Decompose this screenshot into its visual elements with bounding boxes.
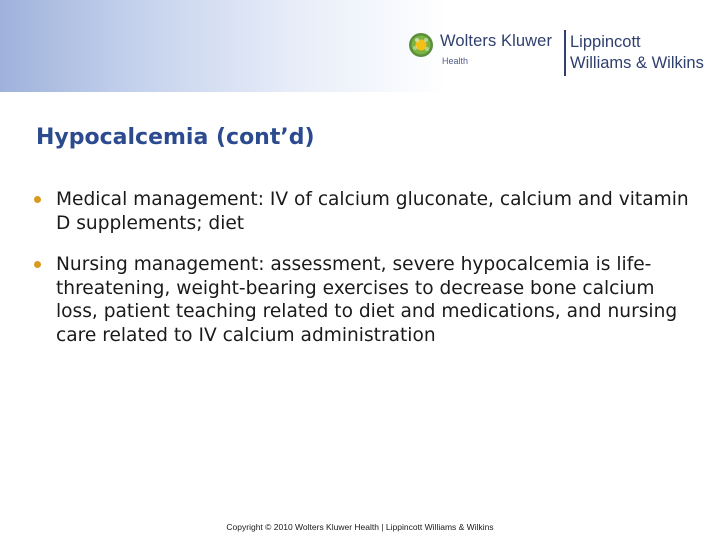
bullet-item-medical-management: [34, 188, 694, 235]
logo-sub-brand-text: Health: [442, 56, 469, 66]
bullet-item-nursing-management: [34, 253, 694, 347]
copyright-footer: Copyright © 2010 Wolters Kluwer Health | Lippincott Williams & Wilkins: [226, 522, 494, 532]
bullet-dot-icon: [34, 196, 41, 203]
bullet-list: [34, 188, 694, 365]
wolters-kluwer-globe-icon: [408, 32, 434, 58]
logo-partner-line2: Williams & Wilkins: [570, 54, 704, 72]
bullet-text: Medical management: IV of calcium gluconate, calcium and vitamin D supplements; diet: [56, 189, 689, 234]
logo-partner-line1: Lippincott: [570, 33, 641, 51]
slide-title: Hypocalcemia (cont’d): [36, 125, 315, 150]
logo-brand-text: Wolters Kluwer: [440, 32, 553, 50]
publisher-logo: [406, 28, 716, 80]
logo-divider: [564, 30, 566, 76]
bullet-text: Nursing management: assessment, severe hypocalcemia is life-threatening, weight-bearing exercises to decrease bone calcium loss, patient teaching related to diet and medications, and nursing care related to IV calcium administration: [56, 254, 678, 346]
bullet-dot-icon: [34, 261, 41, 268]
